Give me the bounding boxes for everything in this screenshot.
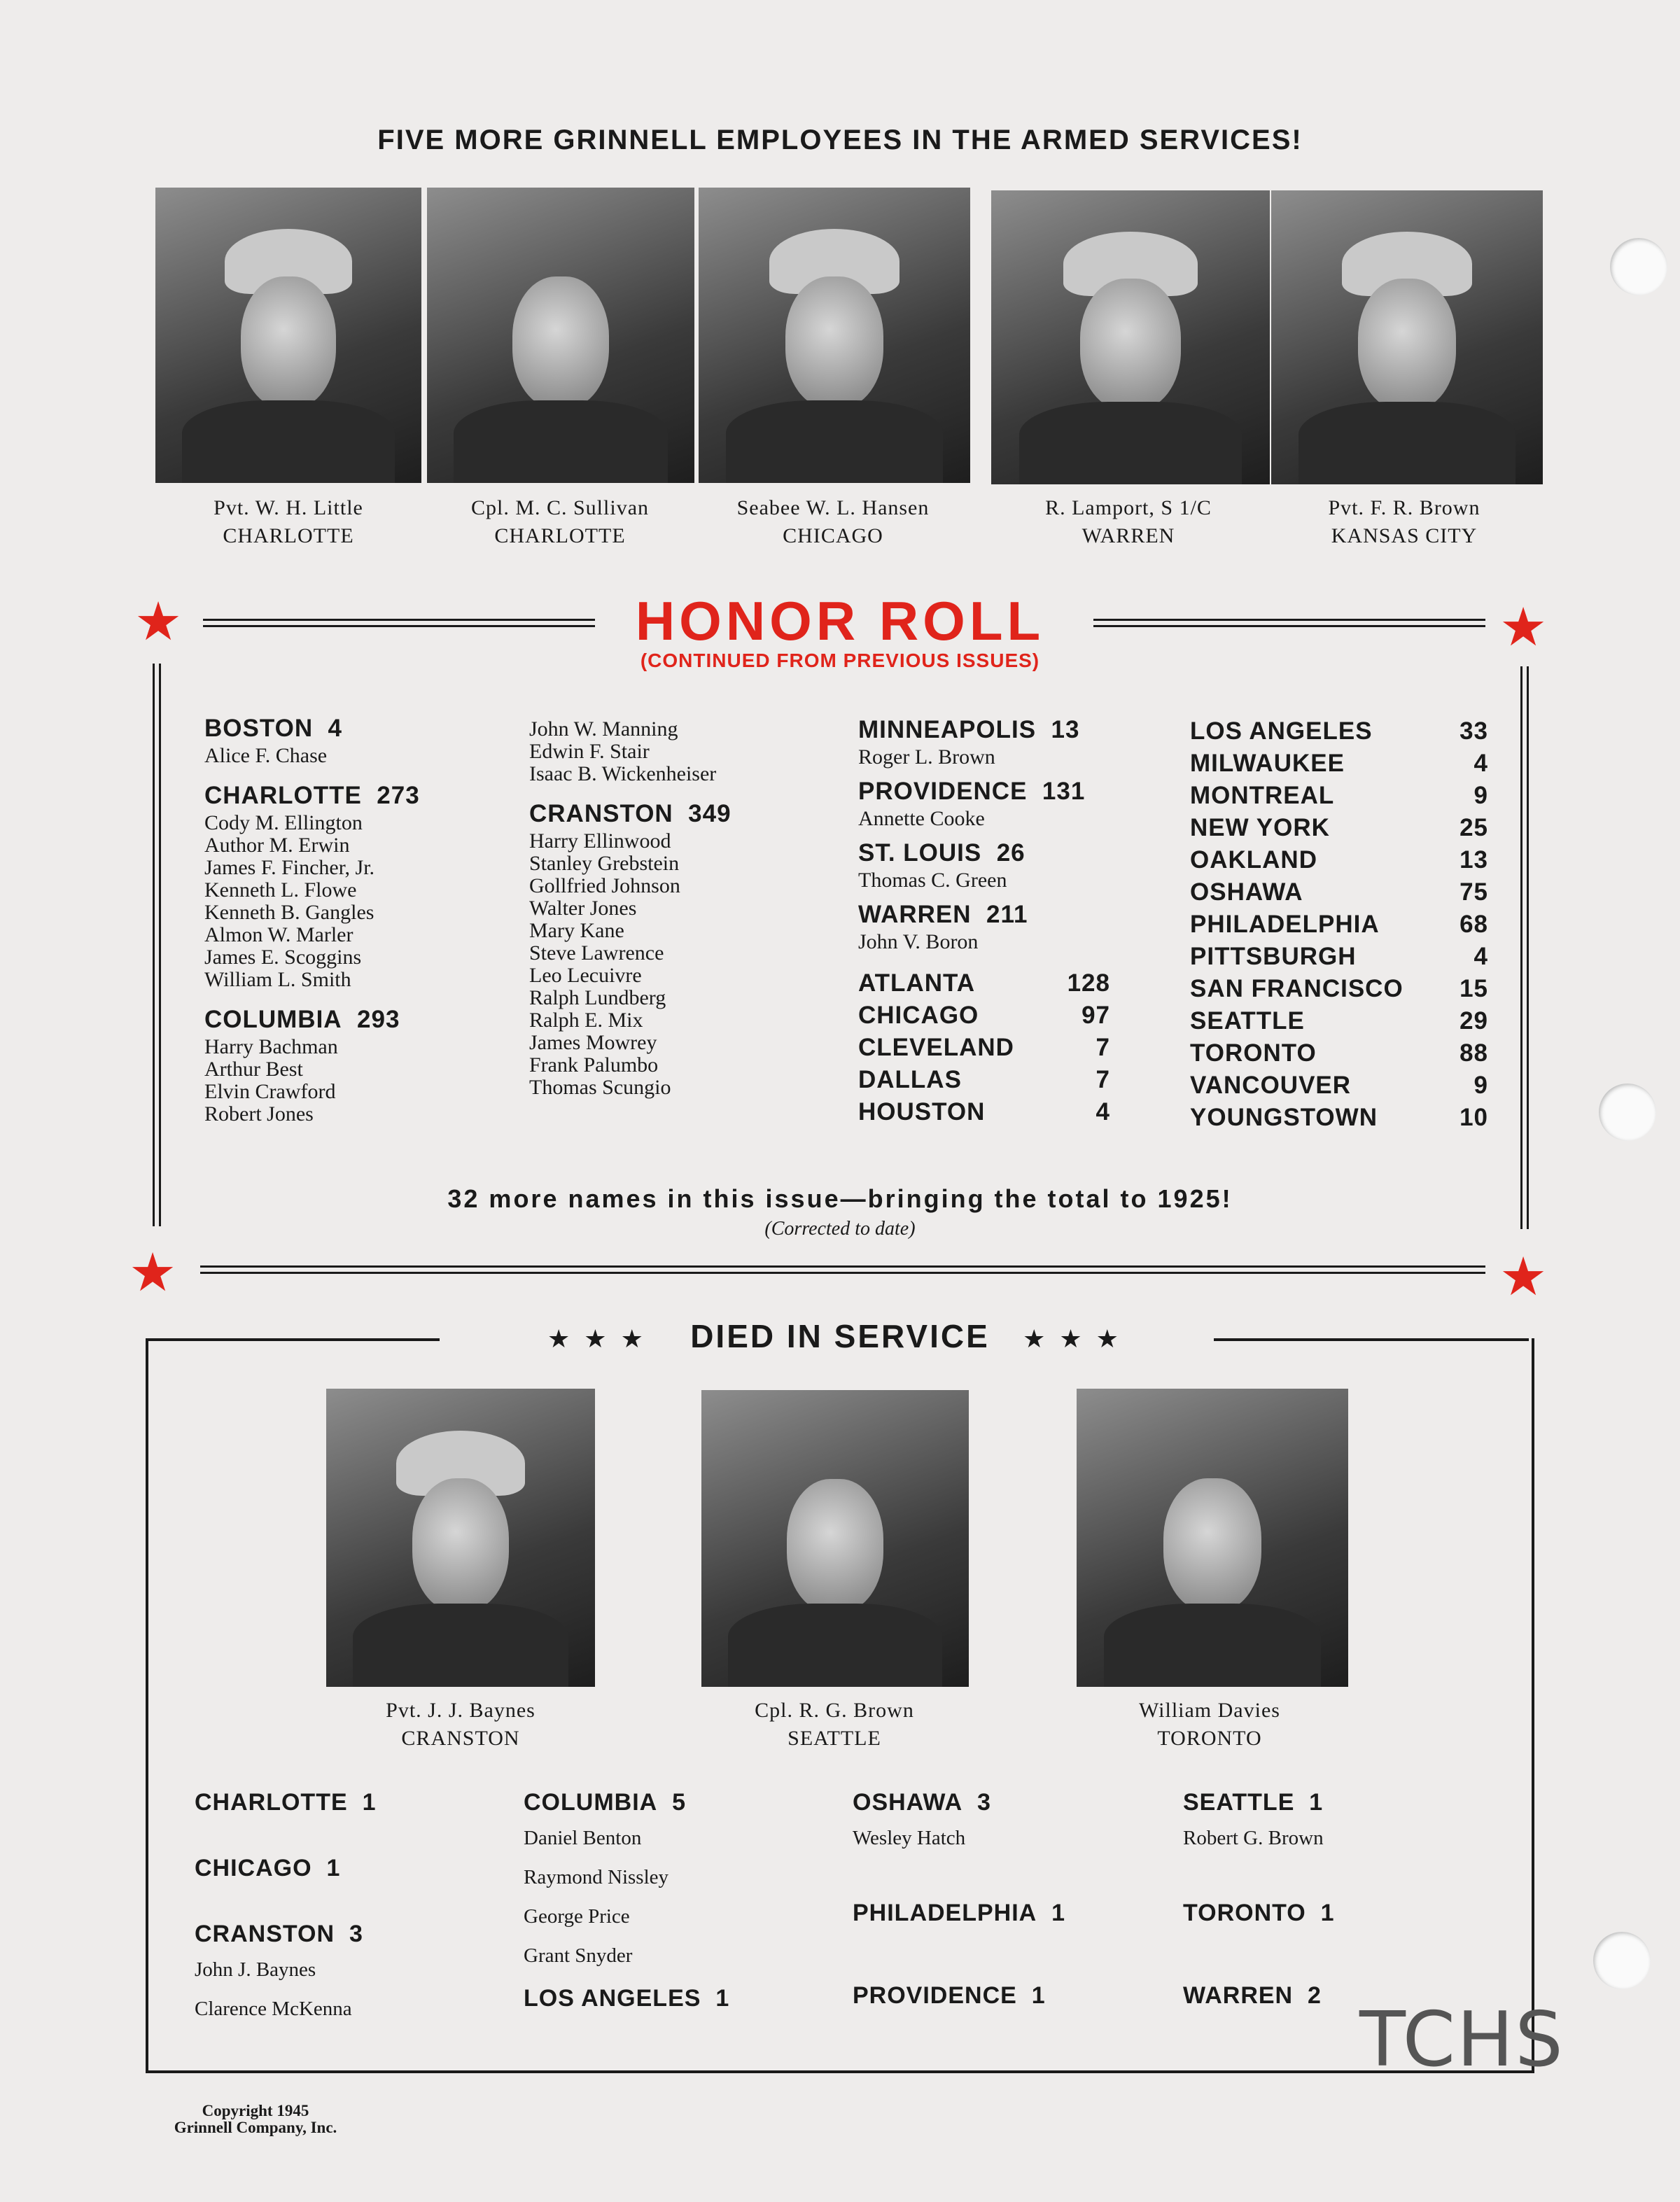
star-icon: ★ xyxy=(134,590,183,652)
list-item: Grant Snyder xyxy=(524,1944,633,1967)
list-item: Arthur Best xyxy=(204,1058,303,1081)
memorial-caption-3: William Davies TORONTO xyxy=(1139,1699,1280,1750)
list-item: Stanley Grebstein xyxy=(529,852,680,875)
list-item: Leo Lecuivre xyxy=(529,964,642,987)
list-item: Mary Kane xyxy=(529,919,624,942)
city-group xyxy=(204,780,512,991)
honor-roll-column-3 xyxy=(858,714,1110,1128)
city-heading: SEATTLE 1 xyxy=(1183,1789,1324,1816)
list-item: Robert G. Brown xyxy=(1183,1827,1324,1849)
city-total-row: LOS ANGELES 33 xyxy=(1190,717,1488,745)
city-total-row: DALLAS 7 xyxy=(858,1066,1110,1093)
city-heading: CRANSTON 349 xyxy=(529,800,732,827)
recruit-caption-3: Seabee W. L. Hansen CHICAGO xyxy=(736,496,930,547)
divider xyxy=(200,1265,1485,1274)
died-column-2 xyxy=(524,1786,832,2014)
star-icon: ★★★ xyxy=(547,1325,657,1354)
city-total-row: HOUSTON 4 xyxy=(858,1098,1110,1125)
list-item: Thomas C. Green xyxy=(858,869,1007,892)
city-group xyxy=(858,714,1110,769)
recruit-photo-1 xyxy=(155,188,421,483)
died-column-1 xyxy=(195,1786,503,2028)
honor-roll-total: 32 more names in this issue—bringing the total to 1925! xyxy=(447,1184,1233,1213)
list-item: John V. Boron xyxy=(858,930,979,953)
list-item: Author M. Erwin xyxy=(204,834,350,857)
list-item: Daniel Benton xyxy=(524,1827,642,1849)
list-item: Isaac B. Wickenheiser xyxy=(529,762,717,785)
died-column-3 xyxy=(853,1786,1161,2012)
list-item: Robert Jones xyxy=(204,1102,314,1125)
list-item: Walter Jones xyxy=(529,897,637,920)
copyright: Copyright 1945 Grinnell Company, Inc. xyxy=(174,2102,337,2136)
list-item: George Price xyxy=(524,1905,630,1928)
memorial-caption-2: Cpl. R. G. Brown SEATTLE xyxy=(755,1699,914,1750)
city-heading: LOS ANGELES 1 xyxy=(524,1985,730,2012)
recruit-photo-5 xyxy=(1271,190,1543,484)
honor-roll-subtitle: (CONTINUED FROM PREVIOUS ISSUES) xyxy=(640,650,1040,671)
list-item: Harry Ellinwood xyxy=(529,829,671,853)
city-total-row: MONTREAL 9 xyxy=(1190,782,1488,809)
list-item: Cody M. Ellington xyxy=(204,811,363,834)
city-total-row: SEATTLE 29 xyxy=(1190,1007,1488,1035)
city-heading: COLUMBIA 5 xyxy=(524,1789,687,1816)
honor-roll-column-4 xyxy=(1190,715,1488,1134)
list-item: Kenneth L. Flowe xyxy=(204,878,357,902)
recruit-photo-4 xyxy=(991,190,1270,484)
list-item: James F. Fincher, Jr. xyxy=(204,856,375,879)
city-total-row: OAKLAND 13 xyxy=(1190,846,1488,874)
city-heading: CHARLOTTE 1 xyxy=(195,1789,377,1816)
city-heading: PROVIDENCE 1 xyxy=(853,1982,1046,2009)
city-group xyxy=(858,776,1110,830)
city-heading: TORONTO 1 xyxy=(1183,1900,1335,1926)
list-item: Thomas Scungio xyxy=(529,1076,671,1099)
punch-hole-middle xyxy=(1599,1084,1656,1141)
honor-roll-column-2 xyxy=(529,718,837,1111)
punch-hole-top xyxy=(1610,238,1667,295)
frame-left xyxy=(153,664,161,1226)
city-group xyxy=(204,713,512,767)
city-heading: WARREN 2 xyxy=(1183,1982,1322,2009)
recruit-caption-5: Pvt. F. R. Brown KANSAS CITY xyxy=(1328,496,1480,547)
list-item: Almon W. Marler xyxy=(204,923,354,946)
list-item: Frank Palumbo xyxy=(529,1053,659,1077)
frame-right xyxy=(1520,666,1529,1229)
star-icon: ★ xyxy=(1499,596,1548,658)
list-item: Clarence McKenna xyxy=(195,1998,352,2020)
recruit-photo-3 xyxy=(699,188,970,483)
died-column-4 xyxy=(1183,1786,1491,2012)
list-item: Kenneth B. Gangles xyxy=(204,901,374,924)
city-total-row: SAN FRANCISCO 15 xyxy=(1190,975,1488,1002)
list-item: Harry Bachman xyxy=(204,1035,338,1058)
list-item: Alice F. Chase xyxy=(204,744,328,767)
city-group xyxy=(204,1004,512,1125)
city-heading: OSHAWA 3 xyxy=(853,1789,991,1816)
city-heading: MINNEAPOLIS 13 xyxy=(858,716,1080,743)
list-item: Elvin Crawford xyxy=(204,1080,336,1103)
memorial-caption-1: Pvt. J. J. Baynes CRANSTON xyxy=(386,1699,536,1750)
city-total-row: CLEVELAND 7 xyxy=(858,1034,1110,1061)
died-in-service-heading: ★★★ DIED IN SERVICE ★★★ xyxy=(547,1318,1133,1354)
city-heading: BOSTON 4 xyxy=(204,715,343,742)
star-icon: ★ xyxy=(1499,1245,1548,1307)
city-heading: CHICAGO 1 xyxy=(195,1855,341,1881)
recruit-caption-2: Cpl. M. C. Sullivan CHARLOTTE xyxy=(470,496,650,547)
city-heading: CHARLOTTE 273 xyxy=(204,782,420,809)
city-heading: COLUMBIA 293 xyxy=(204,1006,400,1033)
city-total-row: PITTSBURGH 4 xyxy=(1190,943,1488,970)
list-item: Annette Cooke xyxy=(858,807,985,830)
honor-roll-column-1 xyxy=(204,713,512,1138)
list-item: Roger L. Brown xyxy=(858,745,995,769)
city-total-row: OSHAWA 75 xyxy=(1190,878,1488,906)
list-item: Ralph E. Mix xyxy=(529,1009,643,1032)
memorial-photo-1 xyxy=(326,1389,595,1687)
list-item: James Mowrey xyxy=(529,1031,657,1054)
recruit-caption-4: R. Lamport, S 1/C WARREN xyxy=(1045,496,1212,547)
city-heading: WARREN 211 xyxy=(858,901,1028,928)
city-total-row: MILWAUKEE 4 xyxy=(1190,750,1488,777)
city-group xyxy=(858,837,1110,892)
city-total-row: VANCOUVER 9 xyxy=(1190,1072,1488,1099)
list-item: William L. Smith xyxy=(204,968,351,991)
corrected-note: (Corrected to date) xyxy=(764,1218,916,1240)
watermark: TCHS xyxy=(1359,1996,1564,2084)
memorial-photo-3 xyxy=(1077,1389,1348,1687)
punch-hole-bottom xyxy=(1593,1932,1651,1989)
list-item: James E. Scoggins xyxy=(204,946,362,969)
list-item: Ralph Lundberg xyxy=(529,986,666,1009)
star-icon: ★★★ xyxy=(1023,1325,1133,1354)
list-item: John J. Baynes xyxy=(195,1958,316,1981)
list-item: Gollfried Johnson xyxy=(529,874,680,897)
city-total-row: CHICAGO 97 xyxy=(858,1002,1110,1029)
page-title: FIVE MORE GRINNELL EMPLOYEES IN THE ARMED SERVICES! xyxy=(377,125,1303,155)
city-total-row: YOUNGSTOWN 10 xyxy=(1190,1104,1488,1131)
city-heading: PHILADELPHIA 1 xyxy=(853,1900,1066,1926)
list-item: Raymond Nissley xyxy=(524,1866,669,1888)
recruit-caption-1: Pvt. W. H. Little CHARLOTTE xyxy=(214,496,363,547)
city-total-row: NEW YORK 25 xyxy=(1190,814,1488,841)
city-total-row: ATLANTA 128 xyxy=(858,969,1110,997)
city-heading: CRANSTON 3 xyxy=(195,1921,363,1947)
city-heading: ST. LOUIS 26 xyxy=(858,839,1026,867)
recruit-photo-2 xyxy=(427,188,694,483)
list-item: Edwin F. Stair xyxy=(529,740,650,763)
list-item: Steve Lawrence xyxy=(529,941,664,965)
city-group xyxy=(858,899,1110,953)
city-heading: PROVIDENCE 131 xyxy=(858,778,1086,805)
city-group xyxy=(529,798,837,1099)
star-icon: ★ xyxy=(129,1241,177,1303)
list-item: Wesley Hatch xyxy=(853,1827,966,1849)
honor-roll-title: HONOR ROLL xyxy=(635,590,1045,652)
city-total-row: PHILADELPHIA 68 xyxy=(1190,911,1488,938)
list-item: John W. Manning xyxy=(529,717,678,741)
memorial-photo-2 xyxy=(701,1390,969,1687)
city-total-row: TORONTO 88 xyxy=(1190,1039,1488,1067)
